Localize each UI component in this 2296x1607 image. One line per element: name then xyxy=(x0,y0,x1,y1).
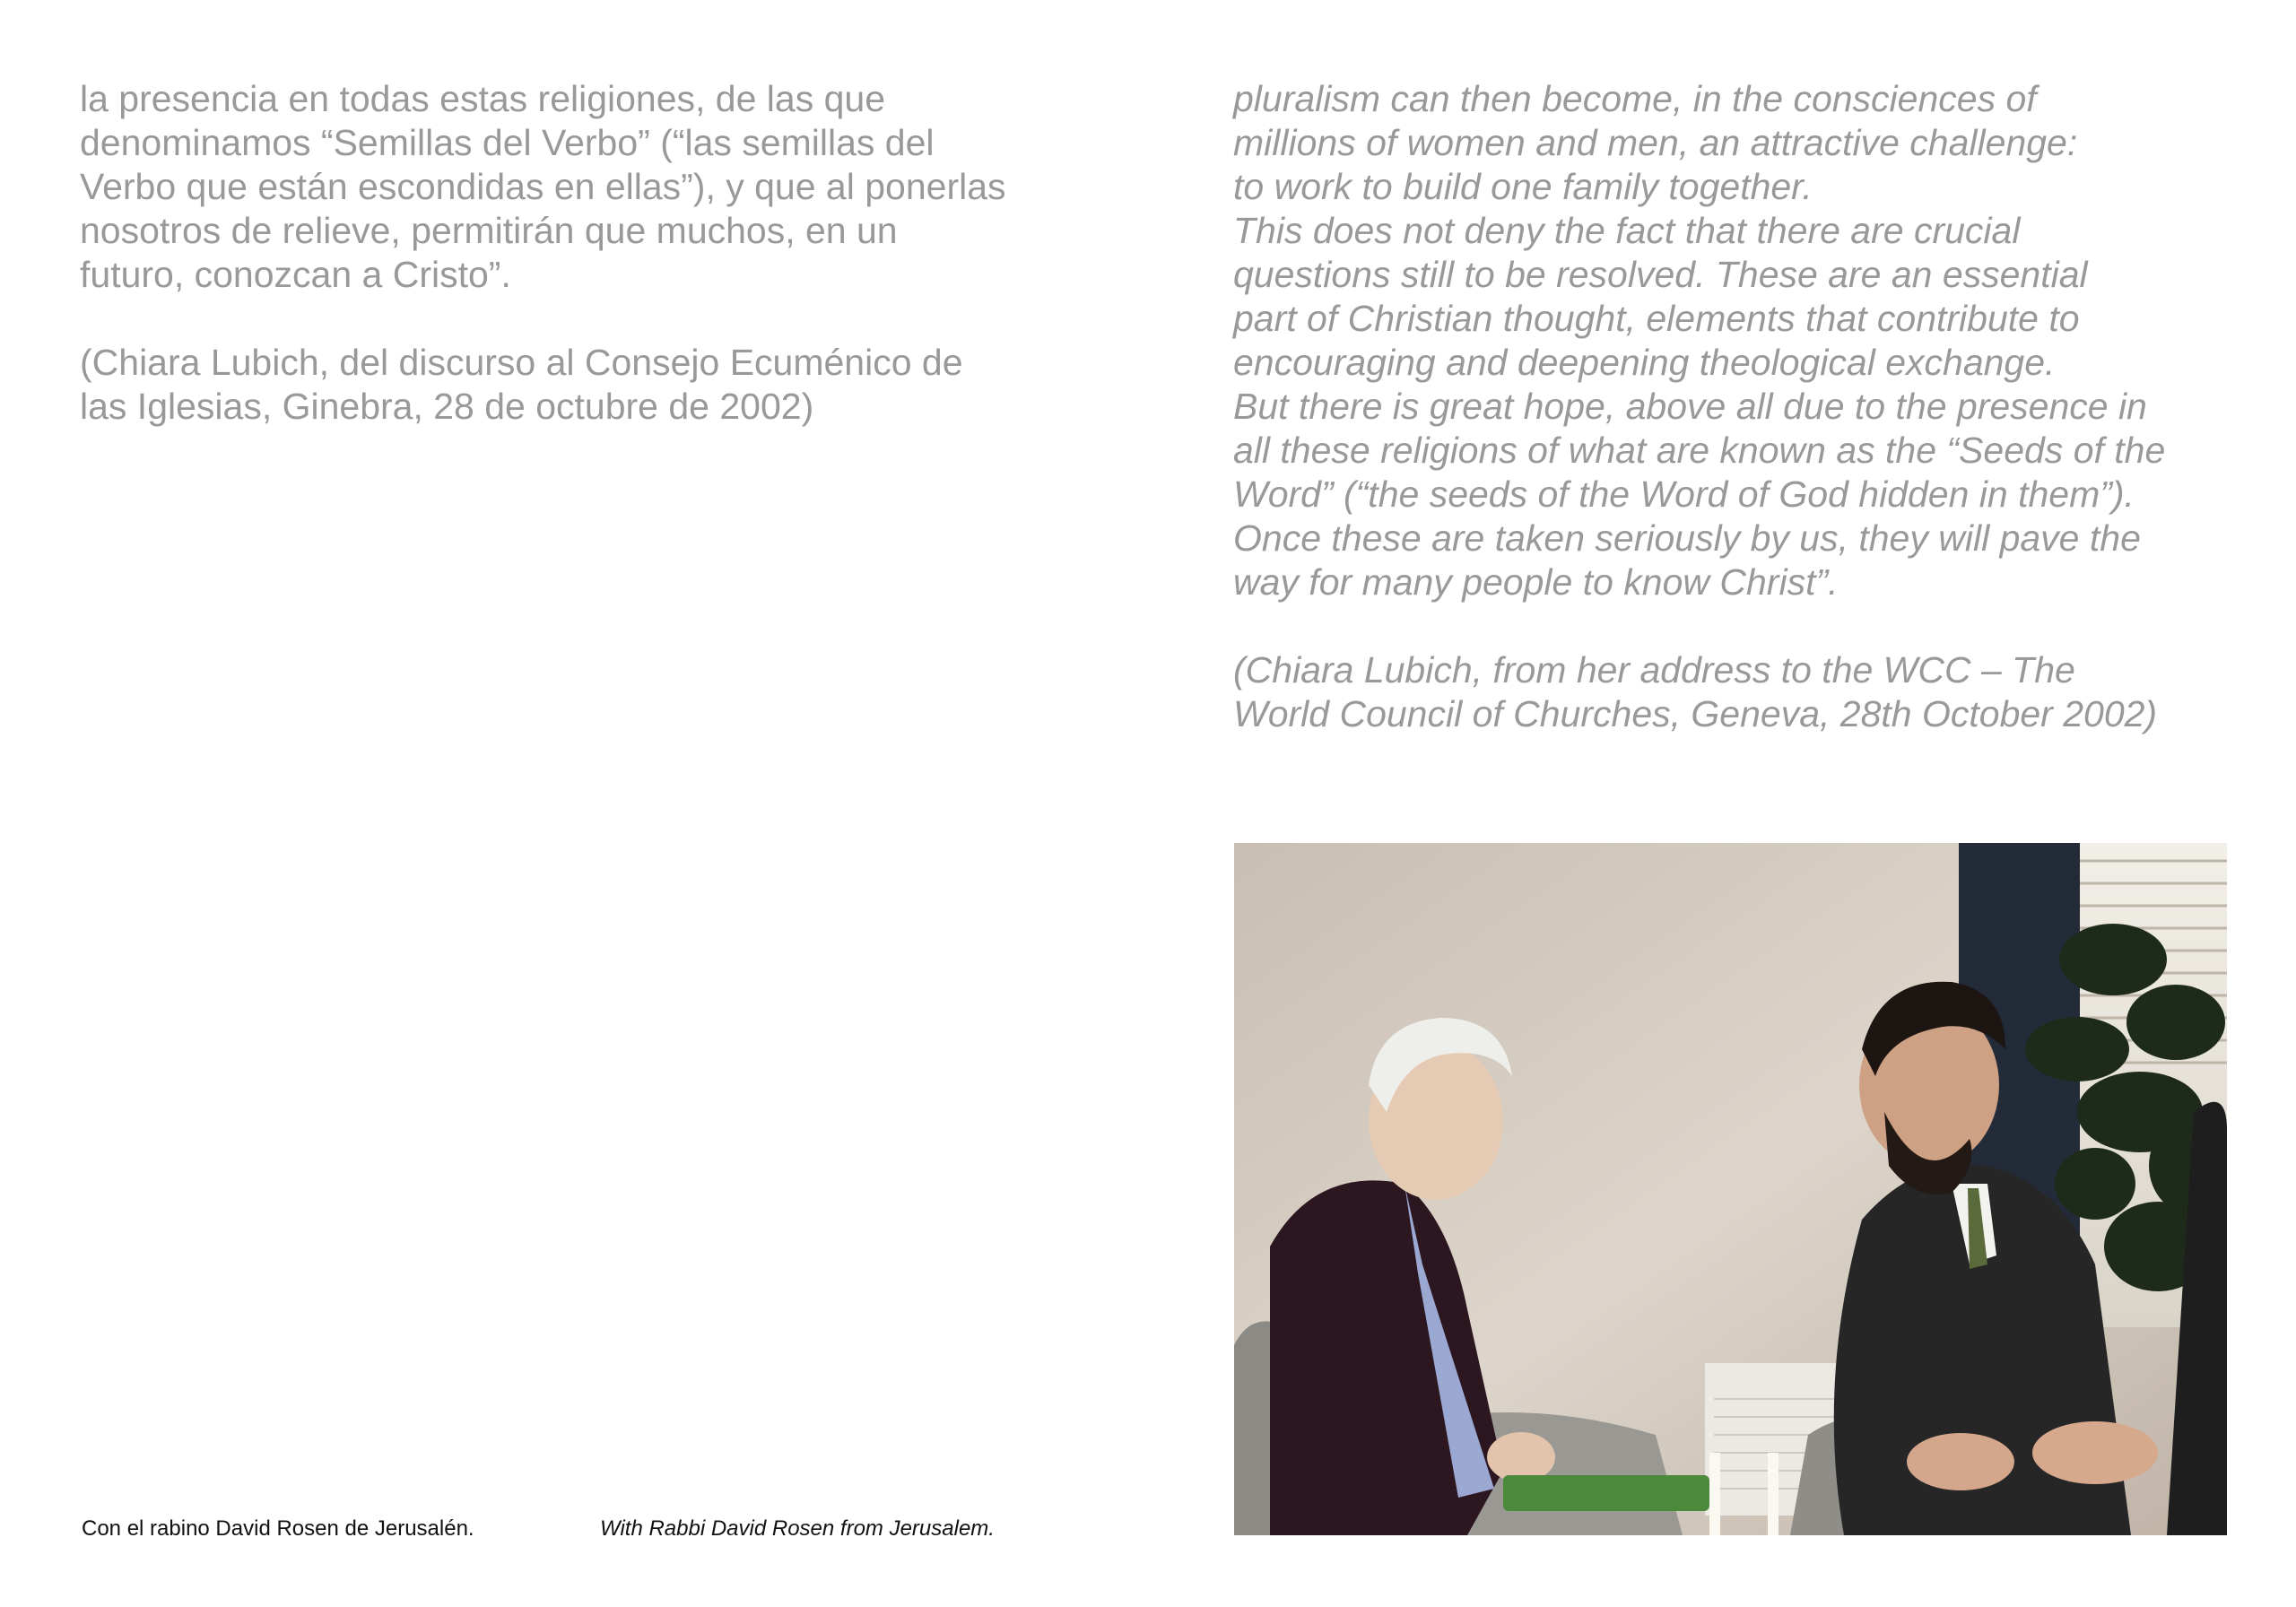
photo-illustration xyxy=(1234,843,2227,1535)
caption-spanish: Con el rabino David Rosen de Jerusalén. xyxy=(82,1516,474,1541)
spanish-citation: (Chiara Lubich, del discurso al Consejo Ecuménico de las Iglesias, Ginebra, 28 de octubre de 2002) xyxy=(80,342,963,427)
caption-english: With Rabbi David Rosen from Jerusalem. xyxy=(600,1516,995,1541)
english-citation: (Chiara Lubich, from her address to the WCC – The World Council of Churches, Geneva, 28th October 2002) xyxy=(1233,649,2158,734)
meeting-photo xyxy=(1234,843,2227,1535)
english-paragraph: pluralism can then become, in the consciences of millions of women and men, an attractive challenge: to work to build one family together. This does not deny the fact that there are crucial questions still to be resolved. These are an essential part of Christian thought, elements that contribute to encouraging and deepening theological exchange. But there is great hope, above all due to the presence in all these religions of what are known as the “Seeds of the Word” (“the seeds of the Word of God hidden in them”). Once these are taken seriously by us, they will pave the way for many people to know Christ”. xyxy=(1233,78,2166,603)
spanish-paragraph: la presencia en todas estas religiones, de las que denominamos “Semillas del Verbo” (“las semillas del Verbo que están escondidas en ellas”), y que al ponerlas nosotros de relieve, permitirán que muchos, en un futuro, conozcan a Cristo”. xyxy=(80,78,1006,295)
english-text-column xyxy=(1233,77,2247,736)
spanish-text-column xyxy=(80,77,1084,429)
